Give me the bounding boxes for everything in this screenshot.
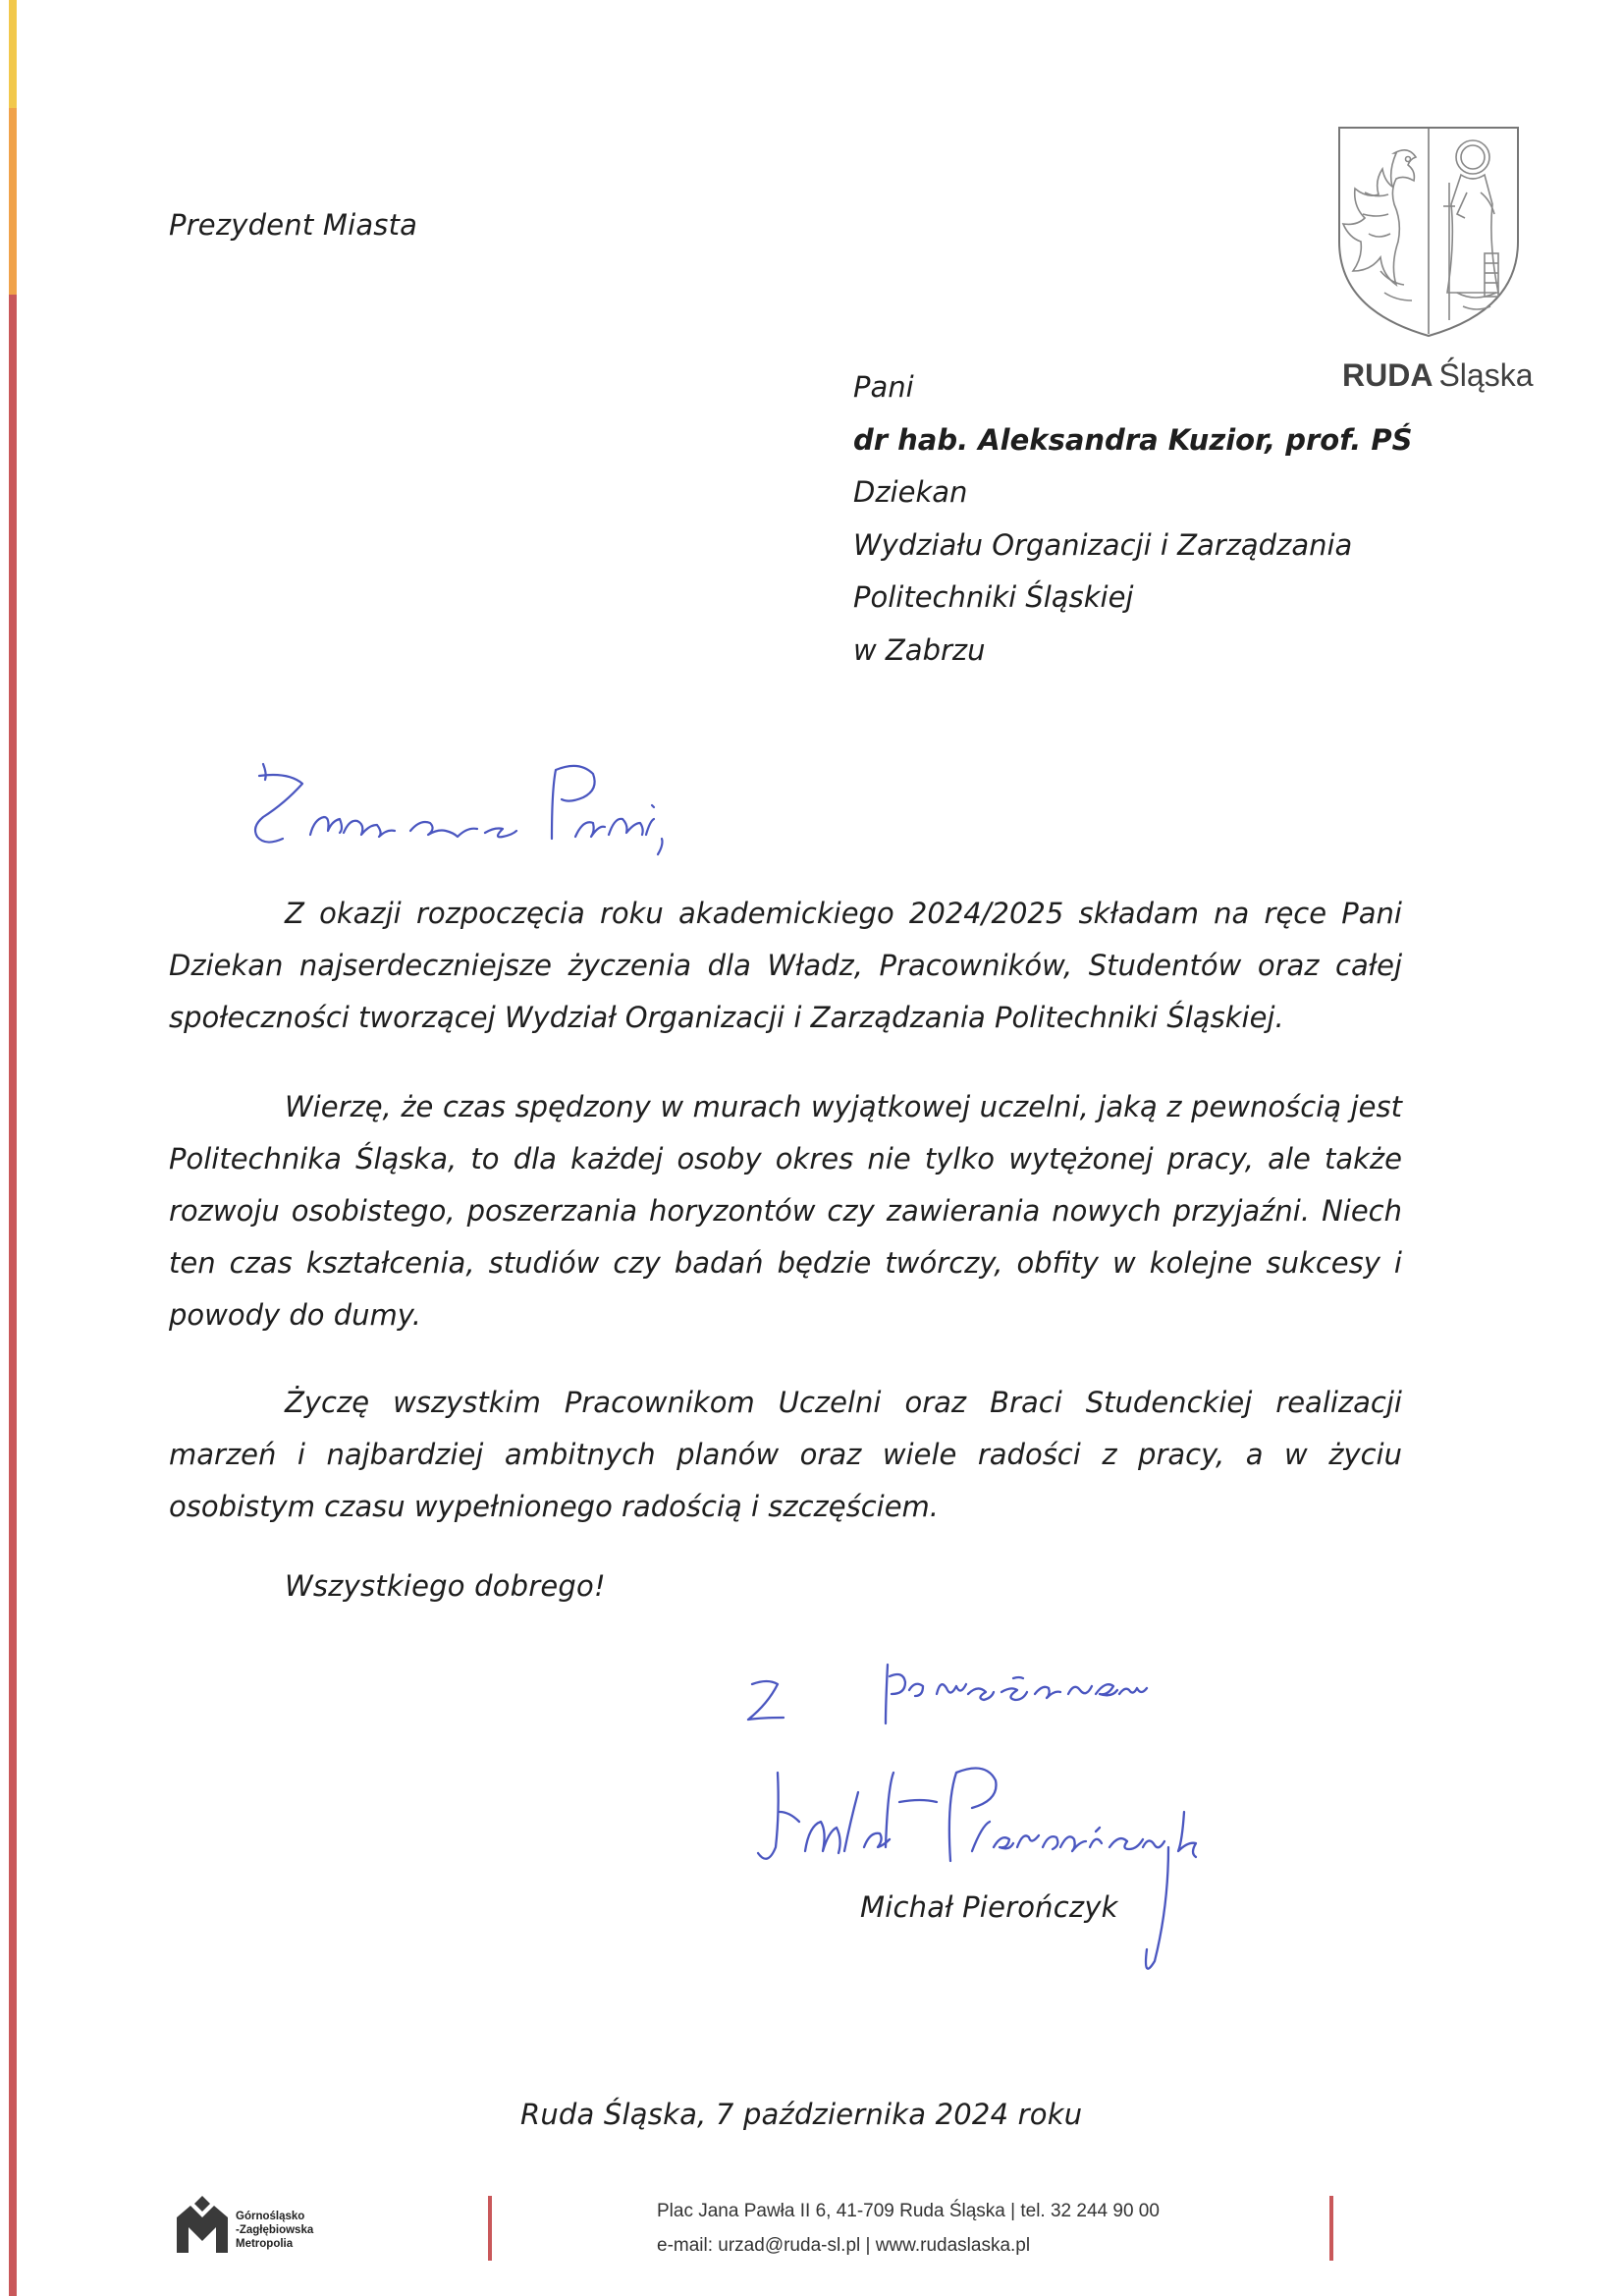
sender-title: Prezydent Miasta: [169, 208, 418, 242]
body-paragraph-2: [169, 1081, 1402, 1341]
edge-strip-yellow: [9, 0, 17, 108]
recipient-line: Politechniki Śląskiej: [853, 580, 1134, 614]
recipient-line: Pani: [853, 370, 914, 404]
handwritten-salutation: [245, 746, 756, 874]
signatory-name: Michał Pierończyk: [860, 1890, 1118, 1924]
date-line: Ruda Śląska, 7 października 2024 roku: [520, 2098, 1083, 2131]
edge-strip-red: [9, 295, 17, 2296]
metropolis-name: [236, 2210, 313, 2251]
edge-strip-orange: [9, 108, 17, 295]
city-coat-of-arms-icon: [1335, 124, 1522, 340]
brand-regular: Śląska: [1438, 357, 1534, 393]
handwritten-signature: [707, 1655, 1296, 1979]
recipient-line: Wydziału Organizacji i Zarządzania: [853, 527, 1353, 562]
paragraph-text: Wierzę, że czas spędzony w murach wyjątkowej uczelni, jaką z pewnością jest Politechnika Śląska, to dla każdej osoby okres nie tylko wytężonej pracy, ale także rozwoju osobistego, poszerzania horyzontów czy zawierania nowych przyjaźni. Niech ten czas kształcenia, studiów czy badań będzie twórczy, obfity w kolejne sukcesy i powody do dumy.: [169, 1090, 1402, 1332]
recipient-line: Dziekan: [853, 475, 968, 509]
brand-bold: RUDA: [1342, 357, 1434, 393]
footer-contact: [657, 2194, 1160, 2263]
paragraph-text: Z okazji rozpoczęcia roku akademickiego 2024/2025 składam na ręce Pani Dziekan najserdeczniejsze życzenia dla Władz, Pracowników, Studentów oraz całej społeczności tworzącej Wydział Organizacji i Zarządzania Politechniki Śląskiej.: [169, 897, 1402, 1034]
body-paragraph-1: [169, 888, 1402, 1044]
metropolis-line: Górnośląsko: [236, 2211, 305, 2222]
recipient-line: w Zabrzu: [853, 632, 986, 667]
metropolis-logo-icon: [173, 2196, 232, 2257]
footer-divider: [488, 2196, 492, 2261]
footer-email-web: e-mail: urzad@ruda-sl.pl | www.rudaslaska.pl: [657, 2235, 1031, 2256]
body-paragraph-3: [169, 1377, 1402, 1533]
metropolis-line: Metropolia: [236, 2238, 294, 2250]
closing-phrase: Wszystkiego dobrego!: [285, 1569, 606, 1603]
footer-address: Plac Jana Pawła II 6, 41-709 Ruda Śląska | tel. 32 244 90 00: [657, 2201, 1160, 2221]
footer-divider: [1329, 2196, 1333, 2261]
paragraph-text: Życzę wszystkim Pracownikom Uczelni oraz Braci Studenckiej realizacji marzeń i najbardziej ambitnych planów oraz wiele radości z pracy, a w życiu osobistym czasu wypełnionego radością i szczęściem.: [169, 1386, 1402, 1523]
recipient-address: [853, 367, 1412, 683]
recipient-name: dr hab. Aleksandra Kuzior, prof. PŚ: [853, 422, 1413, 457]
metropolis-line: -Zagłębiowska: [236, 2224, 314, 2236]
